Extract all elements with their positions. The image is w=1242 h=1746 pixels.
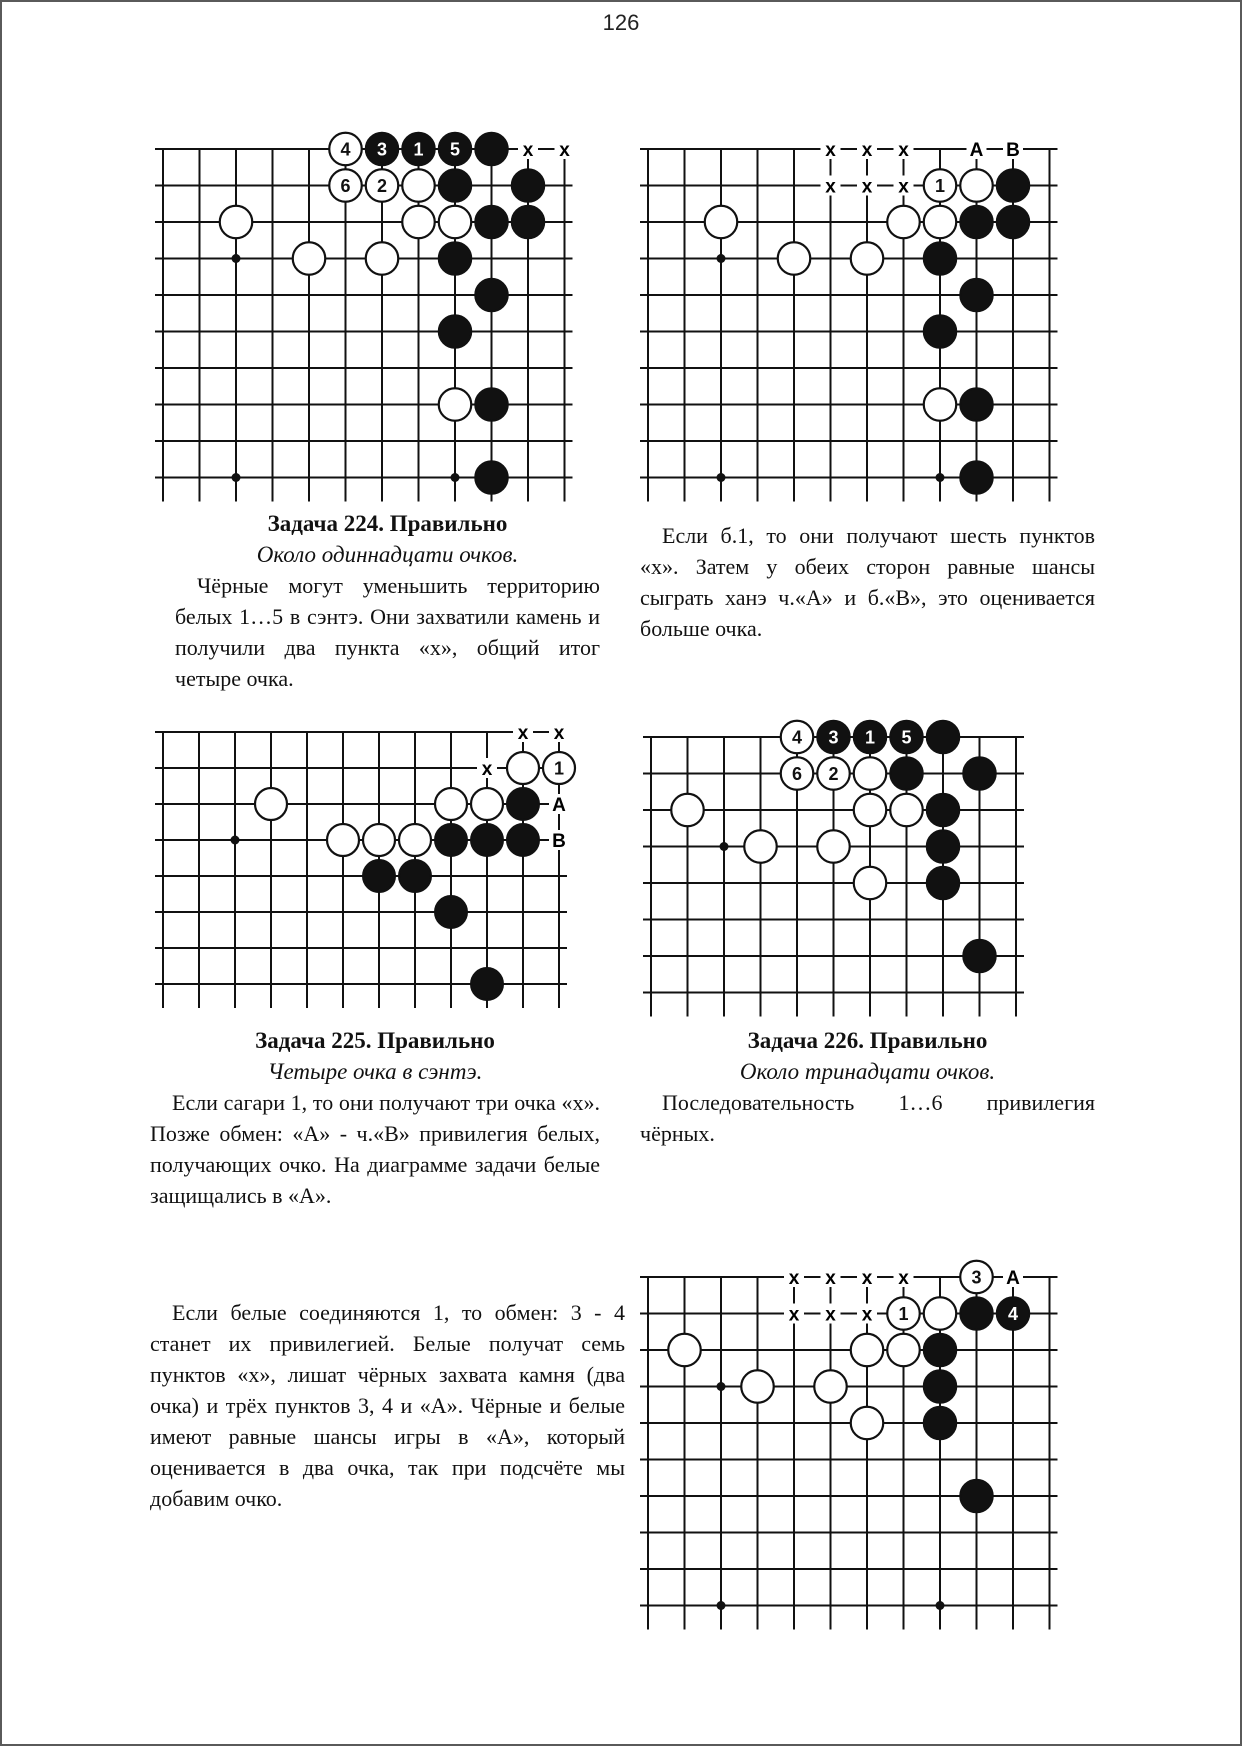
white-stone (854, 794, 887, 827)
hoshi-point (936, 1601, 945, 1610)
black-stone (924, 1334, 957, 1367)
black-stone (963, 757, 996, 790)
black-stone (924, 1370, 957, 1403)
problem-224-subtitle: Около одиннадцати очков. (256, 542, 519, 567)
white-stone (705, 206, 738, 239)
point-mark: x (522, 140, 534, 161)
white-stone (851, 1407, 884, 1440)
white-stone (293, 242, 326, 275)
problem-226-title: Задача 226. Правильно (747, 1028, 988, 1053)
move-number: 1 (898, 1304, 909, 1324)
point-mark: x (559, 140, 570, 161)
black-stone (960, 1297, 993, 1330)
problem-225-subtitle: Четыре очка в сэнтэ. (267, 1059, 483, 1084)
black-stone (997, 206, 1030, 239)
caption-224-alt (640, 520, 1095, 644)
hoshi-point (451, 473, 460, 482)
black-stone (890, 757, 923, 790)
move-number: 4 (791, 727, 803, 748)
black-stone (475, 461, 508, 494)
black-stone (435, 896, 467, 928)
point-mark: x (825, 176, 836, 198)
point-mark: B (1006, 140, 1020, 161)
hoshi-point (936, 473, 945, 482)
hoshi-point (717, 473, 726, 482)
white-stone (817, 830, 850, 863)
point-mark: x (553, 723, 565, 744)
hoshi-point (717, 1382, 726, 1391)
point-mark: x (825, 1268, 836, 1289)
white-stone (220, 206, 253, 239)
white-stone (741, 1370, 774, 1403)
white-stone (890, 794, 923, 827)
black-stone (960, 388, 993, 421)
white-stone (851, 242, 884, 275)
move-number: 3 (971, 1267, 982, 1288)
black-stone (924, 1407, 957, 1440)
black-stone (475, 279, 508, 312)
go-diagram-224 (160, 125, 600, 515)
black-stone (363, 860, 395, 892)
black-stone (435, 824, 467, 856)
point-mark: x (517, 723, 529, 744)
white-stone (402, 206, 435, 239)
white-stone (854, 757, 887, 790)
white-stone (814, 1370, 847, 1403)
white-stone (671, 794, 704, 827)
caption-226-alt (150, 1297, 625, 1514)
problem-224-title: Задача 224. Правильно (267, 511, 508, 536)
hoshi-point (231, 836, 240, 845)
black-stone (960, 206, 993, 239)
black-stone (960, 279, 993, 312)
black-stone (927, 794, 960, 827)
black-stone (960, 461, 993, 494)
go-diagram-224-alt (645, 125, 1085, 515)
move-number: 5 (449, 139, 461, 160)
move-number: 3 (828, 727, 839, 748)
black-stone (997, 169, 1030, 202)
white-stone (327, 824, 359, 856)
point-mark: x (861, 1304, 873, 1326)
black-stone (924, 315, 957, 348)
move-number: 4 (340, 139, 351, 160)
point-mark: x (861, 176, 873, 198)
move-number: 4 (1007, 1304, 1019, 1324)
black-stone (927, 830, 960, 863)
white-stone (924, 206, 957, 239)
white-stone (744, 830, 777, 863)
move-number: 3 (376, 139, 388, 160)
white-stone (887, 1334, 920, 1367)
white-stone (507, 752, 539, 784)
point-mark: A (969, 140, 984, 161)
black-stone (475, 206, 508, 239)
black-stone (924, 242, 957, 275)
black-stone (507, 788, 539, 820)
white-stone (439, 206, 472, 239)
white-stone (851, 1334, 884, 1367)
point-mark: A (1006, 1268, 1020, 1289)
point-mark: x (788, 1268, 800, 1289)
white-stone (366, 242, 399, 275)
move-number: 2 (828, 764, 839, 784)
problem-225-title: Задача 225. Правильно (255, 1028, 495, 1053)
white-stone (402, 169, 435, 202)
white-stone (255, 788, 287, 820)
point-mark: x (861, 1268, 873, 1289)
white-stone (924, 1297, 957, 1330)
black-stone (512, 169, 545, 202)
white-stone (439, 388, 472, 421)
move-number: 2 (376, 176, 388, 196)
white-stone (668, 1334, 701, 1367)
white-stone (960, 169, 993, 202)
point-mark: x (825, 140, 836, 161)
point-mark: x (788, 1304, 800, 1326)
hoshi-point (232, 254, 241, 263)
caption-226 (640, 1025, 1095, 1149)
hoshi-point (717, 1601, 726, 1610)
black-stone (475, 388, 508, 421)
go-diagram-226-alt (645, 1255, 1085, 1645)
point-mark: x (481, 759, 493, 780)
page-number: 126 (602, 10, 640, 35)
problem-226-subtitle: Около тринадцати очков. (739, 1059, 996, 1084)
problem-226-alt-text: Если белые соединяются 1, то обмен: 3 - 4 станет их привилегией. Белые получат семь пунктов «х», лишат чёрных захвата камня (два очка) и трёх пунктов 3, 4 и «А». Чёрные и белые имеют равные шансы игры в «А», который оценивается в два очка, так при подсчёте мы добавим очко. (150, 1300, 625, 1511)
black-stone (960, 1480, 993, 1513)
black-stone (439, 315, 472, 348)
white-stone (363, 824, 395, 856)
white-stone (399, 824, 431, 856)
black-stone (963, 940, 996, 973)
point-mark: x (898, 1268, 909, 1289)
black-stone (399, 860, 431, 892)
point-mark: x (825, 1304, 836, 1326)
problem-225-text: Если сагари 1, то они получают три очка «х». Позже обмен: «А» - ч.«В» привилегия белых, получающих очко. На диаграмме задачи белые защищались в «А». (150, 1090, 600, 1208)
black-stone (927, 721, 960, 754)
problem-224-alt-text: Если б.1, то они получают шесть пунктов «х». Затем у обеих сторон равные шансы сыграть ханэ ч.«А» и б.«В», это оценивается больше очка. (640, 523, 1095, 641)
move-number: 1 (934, 176, 946, 196)
go-diagram-226 (648, 715, 1088, 1025)
white-stone (854, 867, 887, 900)
black-stone (471, 968, 503, 1000)
point-mark: x (861, 140, 873, 161)
move-number: 1 (413, 139, 424, 160)
move-number: 1 (553, 758, 565, 779)
white-stone (778, 242, 811, 275)
hoshi-point (720, 842, 729, 851)
black-stone (439, 169, 472, 202)
black-stone (507, 824, 539, 856)
black-stone (475, 133, 508, 166)
move-number: 5 (901, 727, 912, 748)
black-stone (927, 867, 960, 900)
problem-224-text: Чёрные могут уменьшить территорию белых 1…5 в сэнтэ. Они захватили камень и получили два пункта «х», общий итог четыре очка. (175, 573, 600, 691)
move-number: 6 (791, 764, 803, 784)
go-diagram-225 (160, 710, 600, 1020)
white-stone (887, 206, 920, 239)
point-mark: A (552, 795, 566, 816)
caption-224 (175, 508, 600, 694)
white-stone (435, 788, 467, 820)
hoshi-point (232, 473, 241, 482)
move-number: 1 (864, 727, 876, 748)
black-stone (471, 824, 503, 856)
move-number: 6 (340, 176, 351, 196)
point-mark: x (898, 176, 909, 198)
black-stone (439, 242, 472, 275)
white-stone (471, 788, 503, 820)
hoshi-point (717, 254, 726, 263)
black-stone (512, 206, 545, 239)
point-mark: B (552, 831, 566, 852)
problem-226-text: Последовательность 1…6 привилегия чёрных. (640, 1090, 1095, 1146)
caption-225 (150, 1025, 600, 1211)
white-stone (924, 388, 957, 421)
point-mark: x (898, 140, 909, 161)
